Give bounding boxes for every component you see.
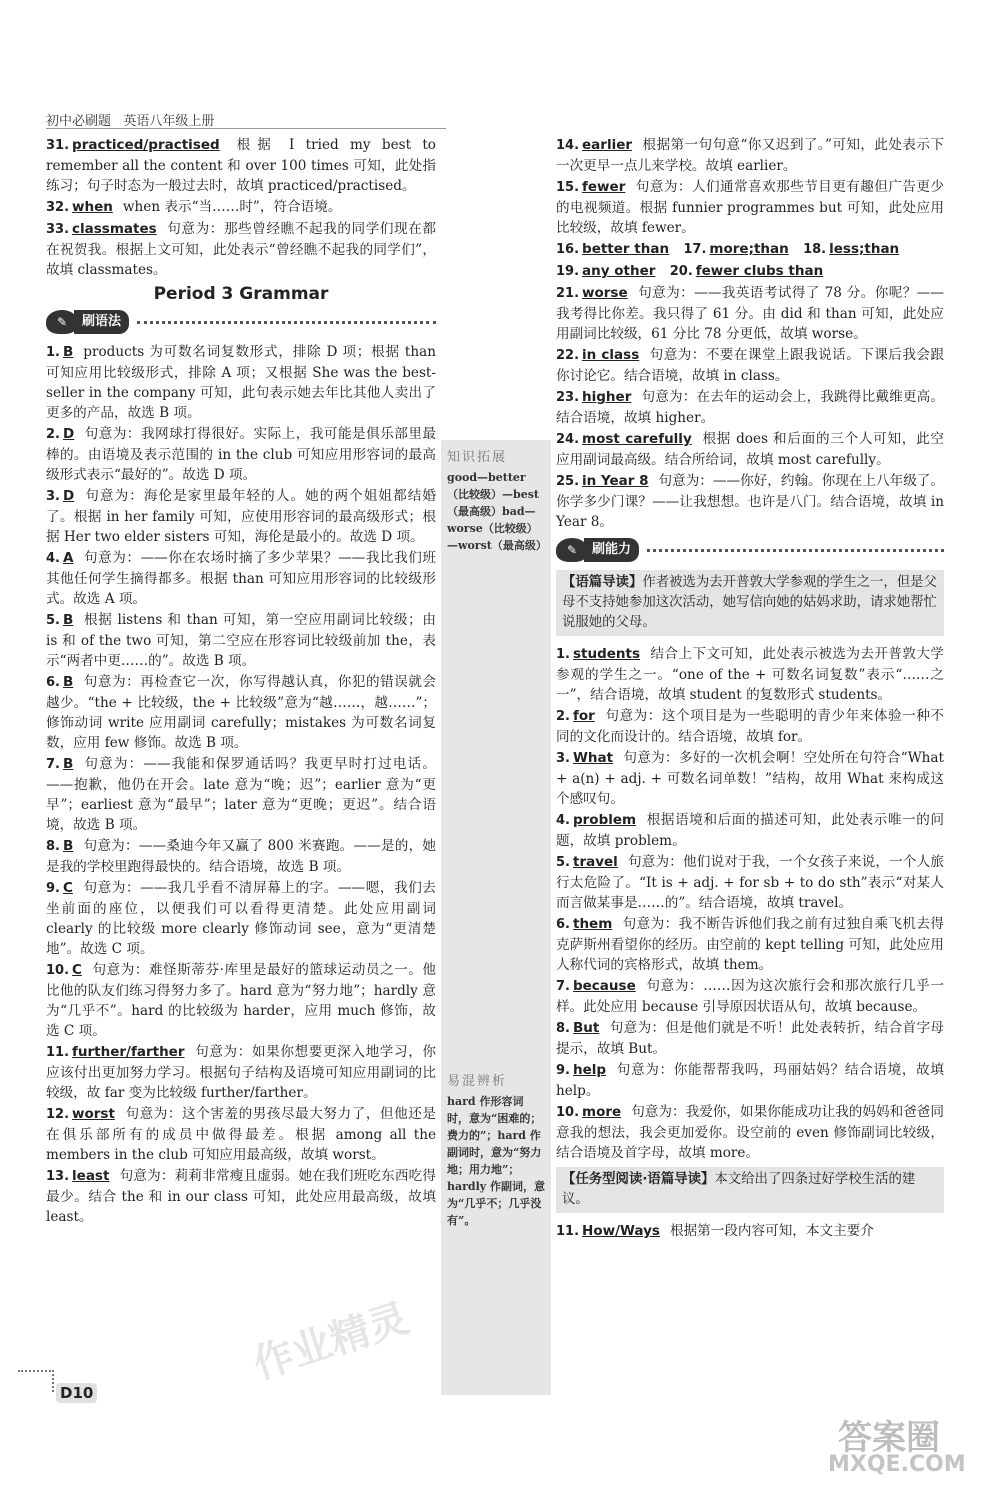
item-number: 13. bbox=[46, 1169, 70, 1184]
answer-item bbox=[556, 345, 944, 386]
answer-item bbox=[46, 960, 436, 1041]
answer-item bbox=[556, 914, 944, 975]
answer-item bbox=[556, 429, 944, 470]
item-answer: least bbox=[72, 1168, 110, 1184]
item-answer: them bbox=[572, 916, 613, 932]
item-number: 11. bbox=[46, 1045, 70, 1060]
item-explanation: 句意为：我网球打得很好。实际上，我可能是俱乐部里最棒的。由语境及表示范围的 in the club 可知应用形容词的最高级形式表示“最好的”。故选 D 项。 bbox=[46, 426, 436, 483]
item-explanation: 句意为：那些曾经瞧不起我的同学们现在都在祝贺我。根据上文可知，此处表示“曾经瞧不起我的同学们”，故填 classmates。 bbox=[46, 221, 436, 278]
item-explanation: 句意为：多好的一次机会啊！空处所在句符合“What + a(n) + adj. + 可数名词单数！”结构，故用 What 来构成这个感叹句。 bbox=[556, 750, 944, 807]
item-number: 10. bbox=[556, 1105, 580, 1120]
item-explanation: 句意为：——我几乎看不清屏幕上的字。——嗯，我们去坐前面的座位，以便我们可以看得更清楚。此处应用副词 clearly 的比较级 more clearly 修饰动词 see，意为“更清楚地”。故选 C 项。 bbox=[46, 880, 436, 957]
item-number: 18. bbox=[803, 242, 827, 257]
item-answer: when bbox=[72, 199, 113, 215]
item-answer: better than bbox=[582, 241, 670, 257]
item-number: 17. bbox=[683, 242, 707, 257]
item-number: 8. bbox=[556, 1021, 570, 1036]
item-answer: students bbox=[572, 646, 641, 662]
item-explanation: 句意为：如果你想要更深入地学习，你应该付出更加努力学习。根据句子结构及语境可知应用副词的比较级，故 far 变为比较级 further/farther。 bbox=[46, 1044, 436, 1101]
guide-label: 【语篇导读】 bbox=[562, 575, 643, 590]
item-explanation: 句意为：这个害羞的男孩尽最大努力了，但他还是在俱乐部所有的成员中做得最差。根据 among all the members in the club 可知应用最高级，故填 worst。 bbox=[46, 1106, 436, 1163]
item-answer: B bbox=[62, 674, 74, 690]
item-number: 6. bbox=[46, 675, 60, 690]
watermark-site: MXQE.COM bbox=[828, 1452, 966, 1477]
answer-item bbox=[556, 810, 944, 851]
item-number: 4. bbox=[556, 813, 570, 828]
section-divider bbox=[647, 549, 944, 552]
answer-item bbox=[46, 1166, 436, 1227]
answer-item bbox=[46, 672, 436, 753]
item-explanation: 句意为：难怪斯蒂芬·库里是最好的篮球运动员之一。他比他的队友们练习得努力多了。hard 意为“努力地”；hardly 意为“几乎不”。hard 的比较级为 harder，应用 much 修饰，故选 C 项。 bbox=[46, 962, 436, 1039]
header-left: 初中必刷题 bbox=[46, 114, 112, 129]
item-explanation: 句意为：在去年的运动会上，我跳得比戴维更高。结合语境，故填 higher。 bbox=[556, 389, 944, 426]
item-explanation: 句意为：——我能和保罗通话吗？我更早时打过电话。——抱歉，他仍在开会。late 意为“晚；迟”；earlier 意为“更早”；earliest 意为“最早”；later 意为“更晚；更迟”。结合语境，故选 B 项。 bbox=[46, 756, 436, 833]
item-explanation: 结合上下文可知，此处表示被选为去开普敦大学参观的学生之一。“one of the + 可数名词复数”表示“……之一”，结合语境，故填 student 的复数形式 students。 bbox=[556, 646, 944, 703]
item-answer: in class bbox=[582, 347, 640, 363]
answer-item bbox=[556, 644, 944, 705]
item-number: 6. bbox=[556, 917, 570, 932]
item-answer: fewer bbox=[582, 179, 626, 195]
item-number: 9. bbox=[556, 1063, 570, 1078]
answer-item bbox=[556, 748, 944, 809]
item-explanation: 句意为：海伦是家里最年轻的人。她的两个姐姐都结婚了。根据 in her family 可知，应使用形容词的最高级形式；根据 Her two elder sisters 可知，海伦是最小的。故选 D 项。 bbox=[46, 488, 436, 545]
item-explanation: 句意为：莉莉非常瘦且虚弱。她在我们班吃东西吃得最少。结合 the 和 in our class 可知，此处应用最高级，故填 least。 bbox=[46, 1168, 436, 1225]
sidebar-box1-title: 知识拓展 bbox=[447, 450, 508, 465]
section-label: 刷语法 bbox=[74, 310, 129, 334]
item-explanation: 根据 does 和后面的三个人可知，此空应用副词最高级。结合所给词，故填 most carefully。 bbox=[556, 431, 944, 468]
item-number: 12. bbox=[46, 1107, 70, 1122]
item-explanation: when 表示“当……时”，符合语境。 bbox=[122, 199, 342, 215]
item-answer: C bbox=[72, 962, 82, 978]
item-number: 19. bbox=[556, 264, 580, 279]
sidebar-box2-title: 易混辨析 bbox=[447, 1074, 508, 1089]
item-explanation: 句意为：你能帮帮我吗，玛丽姑妈？结合语境，故填 help。 bbox=[556, 1062, 944, 1099]
watermark-logo: 答案圈 bbox=[838, 1418, 940, 1458]
item-number: 15. bbox=[556, 180, 580, 195]
pen-icon: ✎ bbox=[46, 310, 78, 334]
page-corner-dots bbox=[18, 1370, 54, 1392]
item-answer: But bbox=[572, 1020, 600, 1036]
item-answer: in Year 8 bbox=[582, 473, 649, 489]
item-answer: more bbox=[582, 1104, 622, 1120]
item-number: 1. bbox=[46, 345, 60, 360]
item-explanation: 句意为：——你在农场时摘了多少苹果？——我比我们班其他任何学生摘得都多。根据 than 可知应用形容词的比较级形式。故选 A 项。 bbox=[46, 550, 436, 607]
item-explanation: 根据 listens 和 than 可知，第一空应用副词比较级；由 is 和 of the two 可知，第二空应在形容词比较级前加 the，表示“两者中更……的”。故选 B 项。 bbox=[46, 612, 436, 669]
answer-item bbox=[46, 878, 436, 959]
item-answer: fewer clubs than bbox=[695, 263, 824, 279]
header-right: 英语八年级上册 bbox=[123, 114, 215, 129]
item-answer: practiced/practised bbox=[72, 137, 220, 153]
guide-label: 【任务型阅读·语篇导读】 bbox=[562, 1172, 715, 1187]
answer-item bbox=[556, 177, 944, 238]
answer-item bbox=[46, 197, 436, 218]
item-answer: help bbox=[572, 1062, 607, 1078]
answer-item bbox=[556, 852, 944, 913]
item-answer: worst bbox=[72, 1106, 115, 1122]
answer-item bbox=[556, 1221, 944, 1242]
item-answer: D bbox=[62, 426, 75, 442]
answer-item bbox=[556, 283, 944, 344]
answer-item bbox=[46, 424, 436, 485]
item-number: 23. bbox=[556, 390, 580, 405]
item-explanation: 句意为：不要在课堂上跟我说话。下课后我会跟你讨论它。结合语境，故填 in class。 bbox=[556, 347, 945, 384]
task-reading-guide bbox=[556, 1167, 944, 1213]
item-explanation: 句意为：我不断告诉他们我之前有过独自乘飞机去得克萨斯州看望你的经历。由空前的 kept telling 可知，此处应用人称代词的宾格形式，故填 them。 bbox=[556, 916, 944, 973]
item-explanation: 句意为：这个项目是为一些聪明的青少年来体验一种不同的文化而设计的。结合语境，故填 for。 bbox=[556, 708, 944, 745]
item-explanation: 句意为：再检查它一次，你写得越认真，你犯的错误就会越少。“the + 比较级，the + 比较级”意为“越……，越……”；修饰动词 write 应用副词 carefully；mistakes 为可数名词复数，应用 few 修饰。故选 B 项。 bbox=[46, 674, 436, 751]
item-explanation: products 为可数名词复数形式，排除 D 项；根据 than 可知应用比较级形式，排除 A 项；又根据 She was the best-seller in the company 可知，此句表示她去年比其他人卖出了更多的产品，故选 B 项。 bbox=[46, 344, 436, 421]
item-number: 22. bbox=[556, 348, 580, 363]
answer-item bbox=[46, 135, 436, 196]
item-answer: higher bbox=[582, 389, 632, 405]
item-number: 32. bbox=[46, 200, 70, 215]
item-number: 10. bbox=[46, 963, 70, 978]
reading-guide bbox=[556, 570, 944, 636]
item-number: 24. bbox=[556, 432, 580, 447]
item-answer: any other bbox=[582, 263, 656, 279]
item-answer: B bbox=[62, 612, 74, 628]
item-answer: more;than bbox=[709, 241, 789, 257]
answer-item bbox=[46, 754, 436, 835]
guide-text: 作者被选为去开普敦大学参观的学生之一，但是父母不支持她参加这次活动，她写信向她的姑妈求助，请求她帮忙说服她的父母。 bbox=[562, 575, 937, 630]
item-number: 5. bbox=[556, 855, 570, 870]
right-column bbox=[556, 135, 944, 1243]
answer-item bbox=[556, 706, 944, 747]
sidebar bbox=[441, 440, 551, 1395]
item-answer: D bbox=[62, 488, 75, 504]
item-number: 2. bbox=[46, 427, 60, 442]
answer-item bbox=[46, 836, 436, 877]
item-answer: How/Ways bbox=[582, 1223, 660, 1239]
item-answer: A bbox=[62, 550, 74, 566]
item-number: 16. bbox=[556, 242, 580, 257]
answer-line-16-18 bbox=[556, 239, 944, 260]
section-divider bbox=[137, 321, 436, 324]
items-b bbox=[46, 342, 436, 1227]
item-number: 20. bbox=[669, 264, 693, 279]
item-number: 14. bbox=[556, 138, 580, 153]
item-answer: further/farther bbox=[72, 1044, 185, 1060]
item-number: 1. bbox=[556, 647, 570, 662]
item-explanation: 句意为：——桑迪今年又赢了 800 米赛跑。——是的，她是我的学校里跑得最快的。结合语境，故选 B 项。 bbox=[46, 838, 436, 875]
answer-item bbox=[46, 486, 436, 547]
page-header bbox=[46, 110, 214, 129]
answer-item bbox=[556, 976, 944, 1017]
answer-item bbox=[556, 1018, 944, 1059]
item-explanation: 根据 I tried my best to remember all the content 和 over 100 times 可知，此处指练习；句子时态为一般过去时，故填 practiced/practised。 bbox=[46, 137, 436, 194]
item-number: 5. bbox=[46, 613, 60, 628]
answer-item bbox=[556, 387, 944, 428]
item-answer: B bbox=[62, 838, 74, 854]
page-number: D10 bbox=[56, 1383, 97, 1403]
item-number: 4. bbox=[46, 551, 60, 566]
answer-item bbox=[556, 1060, 944, 1101]
item-number: 25. bbox=[556, 474, 580, 489]
item-answer: because bbox=[572, 978, 636, 994]
item-number: 21. bbox=[556, 286, 580, 301]
item-answer: earlier bbox=[582, 137, 633, 153]
answer-item bbox=[556, 135, 944, 176]
answer-item bbox=[46, 1042, 436, 1103]
item-answer: problem bbox=[572, 812, 637, 828]
item-explanation: 根据语境和后面的描述可知，此处表示唯一的问题，故填 problem。 bbox=[556, 812, 944, 849]
item-explanation: 根据第一段内容可知，本文主要介 bbox=[669, 1223, 874, 1239]
item-number: 9. bbox=[46, 881, 60, 896]
sidebar-box1-text: good—better（比较级）—best（最高级）bad—worse（比较级）—worst（最高级） bbox=[447, 471, 547, 552]
item-explanation: 句意为：——我英语考试得了 78 分。你呢？——我考得比你差。我只得了 61 分。由 did 和 than 可知，此处应用副词比较级，61 分比 78 分更低，故填 worse。 bbox=[556, 285, 944, 342]
item-explanation: 句意为：他们说对于我，一个女孩子来说，一个人旅行太危险了。“It is + adj. + for sb + to do sth”表示“对某人而言做某事是……的”。结合语境，故填 travel。 bbox=[556, 854, 944, 911]
item-number: 31. bbox=[46, 138, 70, 153]
item-answer: worse bbox=[582, 285, 628, 301]
items-a bbox=[46, 135, 436, 280]
answer-item bbox=[46, 610, 436, 671]
item-explanation: 根据第一句句意“你又迟到了。”可知，此处表示下一次更早一点儿来学校。故填 earlier。 bbox=[556, 137, 944, 174]
item-answer: What bbox=[572, 750, 614, 766]
guide-text: 本文给出了四条过好学校生活的建议。 bbox=[562, 1172, 916, 1207]
item-number: 7. bbox=[46, 757, 60, 772]
item-explanation: 句意为：……因为这次旅行会和那次旅行几乎一样。此处应用 because 引导原因状语从句，故填 because。 bbox=[556, 978, 944, 1015]
item-explanation: 句意为：我爱你，如果你能成功让我的妈妈和爸爸同意我的想法，我会更加爱你。设空前的 even 修饰副词比较级，结合语境及首字母，故填 more。 bbox=[556, 1104, 944, 1161]
item-number: 33. bbox=[46, 222, 70, 237]
item-number: 3. bbox=[556, 751, 570, 766]
answer-item bbox=[46, 548, 436, 609]
item-answer: most carefully bbox=[582, 431, 692, 447]
answer-item bbox=[46, 1104, 436, 1165]
pen-icon: ✎ bbox=[556, 538, 588, 562]
item-answer: B bbox=[62, 344, 74, 360]
item-number: 11. bbox=[556, 1224, 580, 1239]
watermark-stamp: 作业精灵 bbox=[247, 1295, 415, 1389]
item-number: 7. bbox=[556, 979, 570, 994]
answer-line-19-20 bbox=[556, 261, 944, 282]
item-answer: B bbox=[62, 756, 74, 772]
section-label: 刷能力 bbox=[584, 538, 639, 562]
item-number: 3. bbox=[46, 489, 60, 504]
answer-item bbox=[556, 1102, 944, 1163]
item-explanation: 句意为：——你好，约翰。你现在上八年级了。你学多少门课？——让我想想。也许是八门。结合语境，故填 in Year 8。 bbox=[556, 473, 944, 530]
sidebar-box2-text: hard 作形容词时，意为“困难的；费力的”；hard 作副词时，意为“努力地；用力地”；hardly 作副词，意为“几乎不；几乎没有”。 bbox=[447, 1095, 546, 1227]
item-number: 2. bbox=[556, 709, 570, 724]
item-answer: less;than bbox=[829, 241, 900, 257]
answer-item bbox=[46, 342, 436, 423]
header-rule bbox=[46, 128, 446, 129]
item-answer: travel bbox=[572, 854, 618, 870]
answer-item bbox=[46, 219, 436, 280]
section-header-ability bbox=[556, 538, 944, 562]
item-answer: C bbox=[62, 880, 73, 896]
left-column bbox=[46, 135, 436, 1228]
answer-item bbox=[556, 471, 944, 532]
item-number: 8. bbox=[46, 839, 60, 854]
period-title: Period 3 Grammar bbox=[153, 284, 329, 304]
item-explanation: 句意为：人们通常喜欢那些节目更有趣但广告更少的电视频道。根据 funnier programmes but 可知，此处应用比较级，故填 fewer。 bbox=[556, 179, 944, 236]
item-answer: for bbox=[572, 708, 595, 724]
item-answer: classmates bbox=[72, 221, 157, 237]
section-header-grammar bbox=[46, 310, 436, 334]
item-explanation: 句意为：但是他们就是不听！此处表转折，结合首字母提示，故填 But。 bbox=[556, 1020, 944, 1057]
